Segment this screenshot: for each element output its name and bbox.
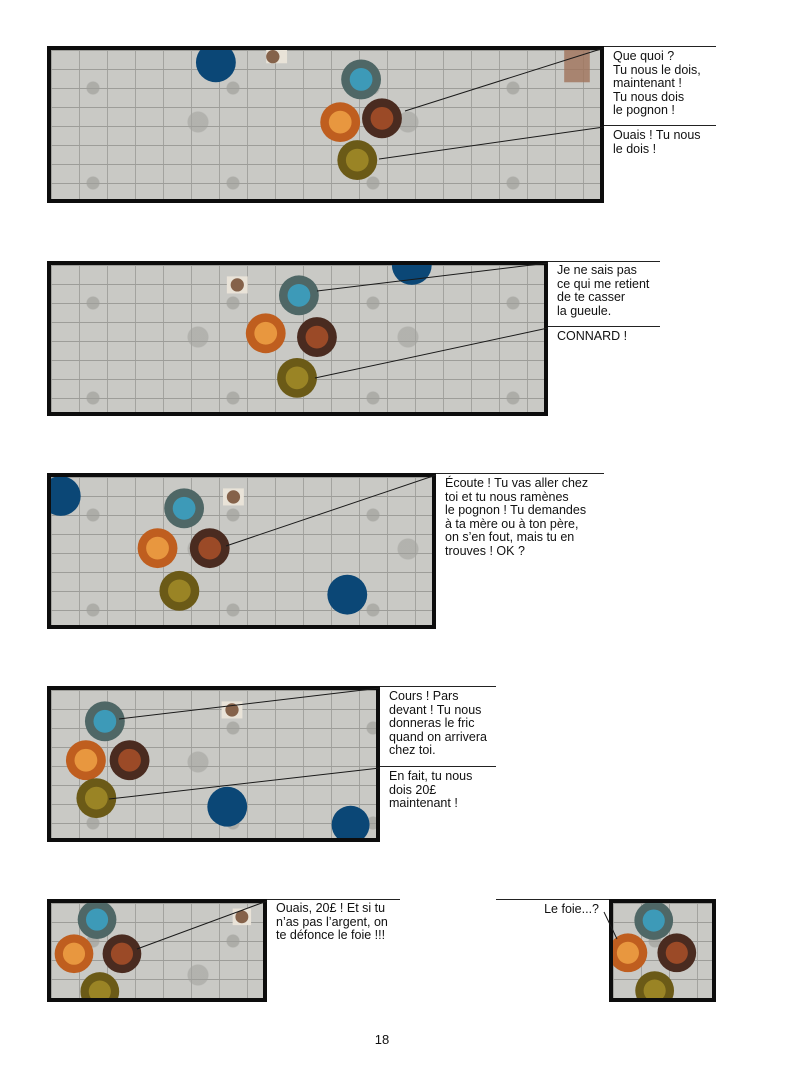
caption-rule <box>436 473 604 474</box>
comic-panel-3 <box>47 473 436 629</box>
speech-caption: En fait, tu nous dois 20£ maintenant ! <box>389 769 473 810</box>
small-token <box>266 50 279 63</box>
speech-caption: Je ne sais pas ce qui me retient de te casser la gueule. <box>557 263 650 318</box>
navy-figure <box>196 50 236 82</box>
comic-panel-2 <box>47 261 548 416</box>
comic-panel-4 <box>47 686 380 842</box>
speech-caption: Que quoi ? Tu nous le dois, maintenant ! Tu nous dois le pognon ! <box>613 49 701 117</box>
page-number: 18 <box>374 1032 390 1047</box>
navy-figure <box>327 575 367 615</box>
small-token <box>227 490 240 503</box>
navy-figure <box>207 787 247 827</box>
panel-6-scene <box>613 903 712 998</box>
panel-3-scene <box>51 477 432 625</box>
comic-panel-5 <box>47 899 267 1002</box>
caption-rule <box>380 686 496 687</box>
caption-rule <box>548 326 660 327</box>
small-token <box>225 703 238 716</box>
caption-rule <box>496 899 609 900</box>
speech-caption: Le foie...? <box>544 902 599 916</box>
speech-caption: Écoute ! Tu vas aller chez toi et tu nous ramènes le pognon ! Tu demandes à ta mère ou à ton père, on s’en fout, mais tu en trouves ! OK ? <box>445 476 589 558</box>
speech-caption: Cours ! Pars devant ! Tu nous donneras le fric quand on arrivera chez toi. <box>389 689 487 757</box>
speech-caption: Ouais, 20£ ! Et si tu n’as pas l’argent, on te défonce le foie !!! <box>276 901 388 942</box>
panel-1-scene <box>51 50 600 199</box>
caption-rule <box>604 46 716 47</box>
caption-rule <box>604 125 716 126</box>
comic-panel-1 <box>47 46 604 203</box>
small-token <box>235 910 248 923</box>
navy-figure <box>51 477 81 516</box>
comic-panel-6 <box>609 899 716 1002</box>
caption-rule <box>267 899 400 900</box>
navy-figure <box>392 265 432 285</box>
panel-2-scene <box>51 265 544 412</box>
speech-caption: Ouais ! Tu nous le dois ! <box>613 128 701 156</box>
small-token <box>231 278 244 291</box>
caption-rule <box>548 261 660 262</box>
speech-caption: CONNARD ! <box>557 329 628 343</box>
navy-figure <box>332 806 370 838</box>
caption-rule <box>380 766 496 767</box>
panel-4-scene <box>51 690 376 838</box>
panel-5-scene <box>51 903 263 998</box>
